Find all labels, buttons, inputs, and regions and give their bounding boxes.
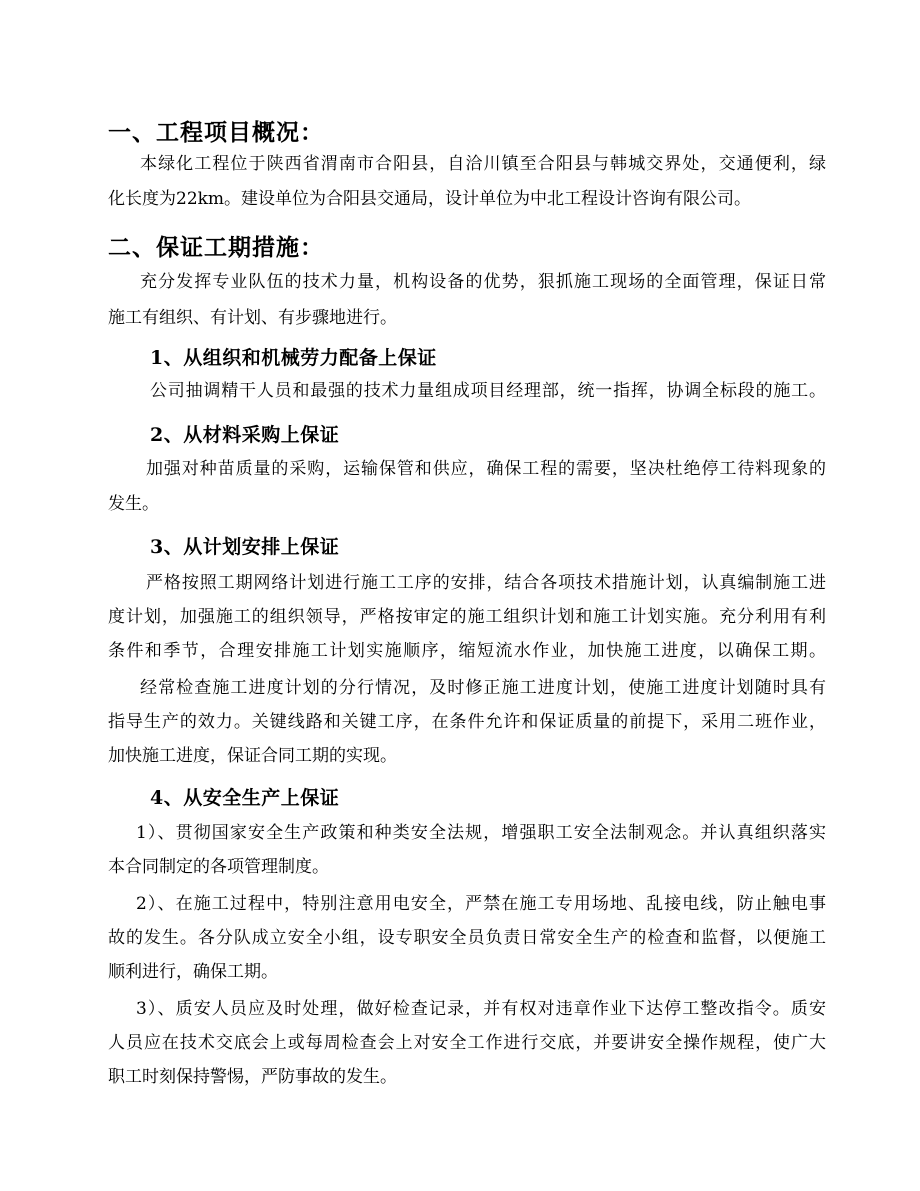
subsection-heading-4: 4、从安全生产上保证 (150, 787, 340, 809)
paragraph-line: 顺利进行，确保工期。 (108, 962, 278, 982)
subsection-heading-2: 2、从材料采购上保证 (150, 424, 340, 446)
paragraph-line: 2）、在施工过程中，特别注意用电安全，严禁在施工专用场地、乱接电线，防止触电事 (136, 894, 826, 914)
paragraph-line: 3）、质安人员应及时处理，做好检查记录，并有权对违章作业下达停工整改指令。质安 (136, 999, 826, 1019)
paragraph-line: 故的发生。各分队成立安全小组，设专职安全员负责日常安全生产的检查和监督，以便施工 (108, 928, 826, 948)
subsection-heading-1: 1、从组织和机械劳力配备上保证 (150, 347, 437, 369)
paragraph-line: 本绿化工程位于陕西省渭南市合阳县，自洽川镇至合阳县与韩城交界处，交通便利，绿 (140, 154, 826, 174)
subsection-heading-3: 3、从计划安排上保证 (150, 536, 340, 558)
paragraph-line: 经常检查施工进度计划的分行情况，及时修正施工进度计划，使施工进度计划随时具有 (140, 678, 826, 698)
paragraph-line: 职工时刻保持警惕，严防事故的发生。 (108, 1067, 397, 1087)
section-heading-schedule-measures: 二、保证工期措施： (108, 234, 324, 261)
paragraph-line: 发生。 (108, 494, 159, 514)
paragraph-line: 人员应在技术交底会上或每周检查会上对安全工作进行交底，并要讲安全操作规程，使广大 (108, 1033, 826, 1053)
paragraph-line: 加快施工进度，保证合同工期的实现。 (108, 746, 397, 766)
paragraph-line: 本合同制定的各项管理制度。 (108, 857, 329, 877)
paragraph-line: 施工有组织、有计划、有步骤地进行。 (108, 308, 397, 328)
paragraph-line: 加强对种苗质量的采购，运输保管和供应，确保工程的需要，坚决杜绝停工待料现象的 (146, 459, 826, 479)
paragraph-line: 指导生产的效力。关键线路和关键工序，在条件允许和保证质量的前提下，采用二班作业， (108, 712, 826, 732)
paragraph-line: 度计划，加强施工的组织领导，严格按审定的施工组织计划和施工计划实施。充分利用有利 (108, 607, 826, 627)
paragraph-line: 严格按照工期网络计划进行施工工序的安排，结合各项技术措施计划，认真编制施工进 (146, 573, 826, 593)
paragraph-line: 化长度为22km。建设单位为合阳县交通局，设计单位为中北工程设计咨询有限公司。 (108, 189, 752, 209)
paragraph-line: 公司抽调精干人员和最强的技术力量组成项目经理部，统一指挥，协调全标段的施工。 (150, 381, 826, 401)
paragraph-line: 充分发挥专业队伍的技术力量，机构设备的优势，狠抓施工现场的全面管理，保证日常 (140, 272, 826, 292)
paragraph-line: 条件和季节，合理安排施工计划实施顺序，缩短流水作业，加快施工进度，以确保工期。 (108, 641, 826, 661)
section-heading-project-overview: 一、工程项目概况： (108, 119, 324, 146)
paragraph-line: 1）、贯彻国家安全生产政策和种类安全法规，增强职工安全法制观念。并认真组织落实 (136, 823, 826, 843)
